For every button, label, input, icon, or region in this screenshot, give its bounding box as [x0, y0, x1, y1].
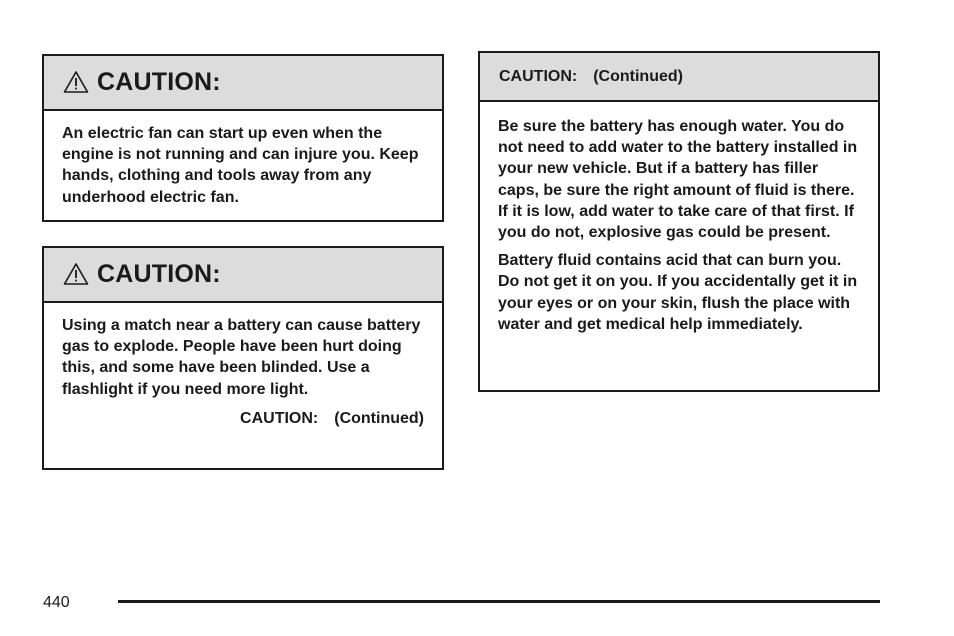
page-number: 440 — [43, 594, 70, 611]
caution-box-battery-match — [42, 246, 444, 470]
caution-body — [44, 303, 442, 429]
caution-box-battery-water — [478, 51, 880, 392]
caution-header — [480, 53, 878, 102]
caution-paragraph: An electric fan can start up even when the engine is not running and can injure you. Keep hands, clothing and tools away from any underhood electric fan. — [62, 125, 419, 206]
caution-body — [44, 111, 442, 208]
caution-header — [44, 248, 442, 303]
caution-body — [480, 102, 878, 335]
continued-label: CAUTION: (Continued) — [240, 409, 424, 427]
caution-paragraph: Battery fluid contains acid that can burn you. Do not get it on you. If you accidentally get it in your eyes or on your skin, flush the place with water and get medical help immediately. — [498, 252, 858, 333]
warning-triangle-icon — [63, 70, 89, 94]
caution-paragraph: Be sure the battery has enough water. You do not need to add water to the battery installed in your new vehicle. But if a battery has filler caps, be sure the right amount of fluid is there. If it is low, add water to take care of that first. If you do not, explosive gas could be present. — [498, 118, 858, 242]
caution-title: CAUTION: — [97, 260, 221, 288]
caution-title: CAUTION: — [97, 68, 221, 96]
footer-rule — [118, 600, 880, 603]
caution-paragraph: Using a match near a battery can cause battery gas to explode. People have been hurt doing this, and some have been blinded. Use a flashlight if you need more light. — [62, 317, 421, 398]
warning-triangle-icon — [63, 262, 89, 286]
caution-box-fan — [42, 54, 444, 222]
caution-title-continued: CAUTION: (Continued) — [499, 67, 683, 85]
caution-header — [44, 56, 442, 111]
